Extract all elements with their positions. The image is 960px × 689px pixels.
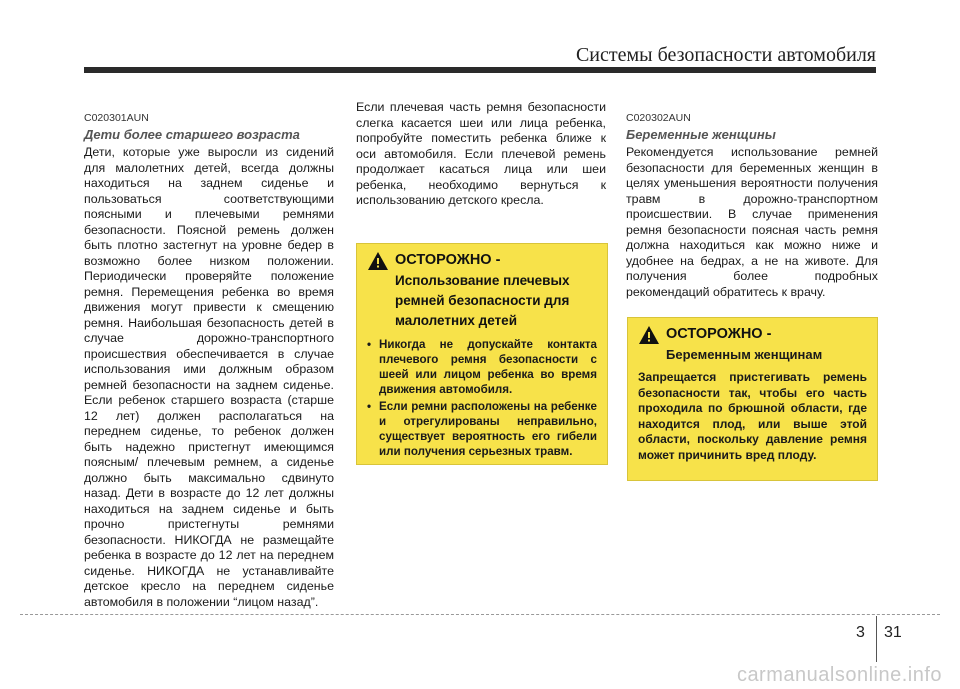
- warning-header: [638, 324, 867, 345]
- warning-title: ОСТОРОЖНО -: [395, 252, 501, 268]
- warning-box-pregnant: [627, 317, 878, 481]
- section-subheading: Дети более старшего возраста: [84, 127, 300, 142]
- warning-header: [367, 250, 597, 271]
- section-subheading: Беременные женщины: [626, 127, 776, 142]
- warning-bullet: • Никогда не допускайте контакта плечевого ремня безопасности с шеей или лицом ребенка во время движения автомобиля.: [367, 337, 597, 397]
- warning-body: Запрещается пристегивать ремень безопасности так, чтобы его часть проходила по брюшной области, где находится плод, или выше этой области, поскольку давление ремня может причинить вред плоду.: [638, 370, 867, 462]
- header-rule: [84, 67, 876, 73]
- section-pregnant-women: [626, 112, 878, 300]
- section-body: Дети, которые уже выросли из сидений для малолетних детей, всегда должны находиться на заднем сиденье и пользоваться соответствующими поясными и плечевыми ремнями безопасности. Поясной ремень должен быть плотно застегнут на уровне бедер в возможно более низком положении. Периодически проверяйте положение ремня. Перемещения ребенка во время движения могут привести к смещению ремня. Наибольшая безопасность детей в случае дорожно-транспортного происшествия обеспечивается в случае использования ими должным образом ремней безопасности на заднем сиденье. Если ребенок старшего возраста (старше 12 лет) должен располагаться на переднем сиденье, то ребенок должен быть надежно пристегнут имеющимся поясным/ плечевым ремнем, а сиденье должно быть максимально сдвинуто назад. Дети в возрасте до 12 лет должны находиться на заднем сиденье и быть прочно пристегнуты ремнями безопасности. НИКОГДА не размещайте ребенка в возрасте до 12 лет на переднем сиденье. НИКОГДА не устанавливайте детское кресло на переднем сиденье автомобиля в положении “лицом назад”.: [84, 145, 334, 609]
- warning-bullet: • Если ремни расположены на ребенке и отрегулированы неправильно, существует вероятность его гибели или получения серьезных травм.: [367, 399, 597, 459]
- warning-triangle-icon: [638, 325, 660, 345]
- section-older-children: [84, 112, 334, 610]
- warning-subtitle: Беременным женщинам: [666, 347, 823, 362]
- section-shoulder-belt: [356, 100, 606, 209]
- warning-subtitle-line1: Использование плечевых: [395, 273, 570, 288]
- header-title: Системы безопасности автомобиля: [575, 44, 876, 66]
- section-body: Рекомендуется использование ремней безопасности для беременных женщин в целях уменьшения вероятности получения травм в дорожно-транспортном происшествии. В случае применения ремня безопасности поясная часть ремня должна находиться как можно ниже и удобнее на бедрах, а не на животе. Для получения более подробных рекомендаций обратитесь к врачу.: [626, 145, 878, 299]
- footer-rule: [20, 614, 940, 616]
- warning-bullets: [367, 337, 597, 459]
- watermark: carmanualsonline.info: [736, 664, 942, 686]
- warning-triangle-icon: [367, 251, 389, 271]
- page-number-divider: [876, 616, 877, 662]
- page-number: 31: [884, 624, 902, 641]
- warning-box-children: [356, 243, 608, 465]
- section-code: C020301AUN: [84, 112, 149, 124]
- warning-title: ОСТОРОЖНО -: [666, 326, 772, 342]
- warning-subtitle-line3: малолетних детей: [395, 313, 517, 328]
- section-code: C020302AUN: [626, 112, 691, 124]
- section-body: Если плечевая часть ремня безопасности слегка касается шеи или лица ребенка, попробуйте поместить ребенка ближе к оси автомобиля. Если плечевой ремень продолжает касаться лица или шеи ребенка, необходимо вернуться к использованию детского кресла.: [356, 100, 606, 207]
- warning-subtitle-line2: ремней безопасности для: [395, 293, 570, 308]
- section-number: 3: [856, 624, 865, 641]
